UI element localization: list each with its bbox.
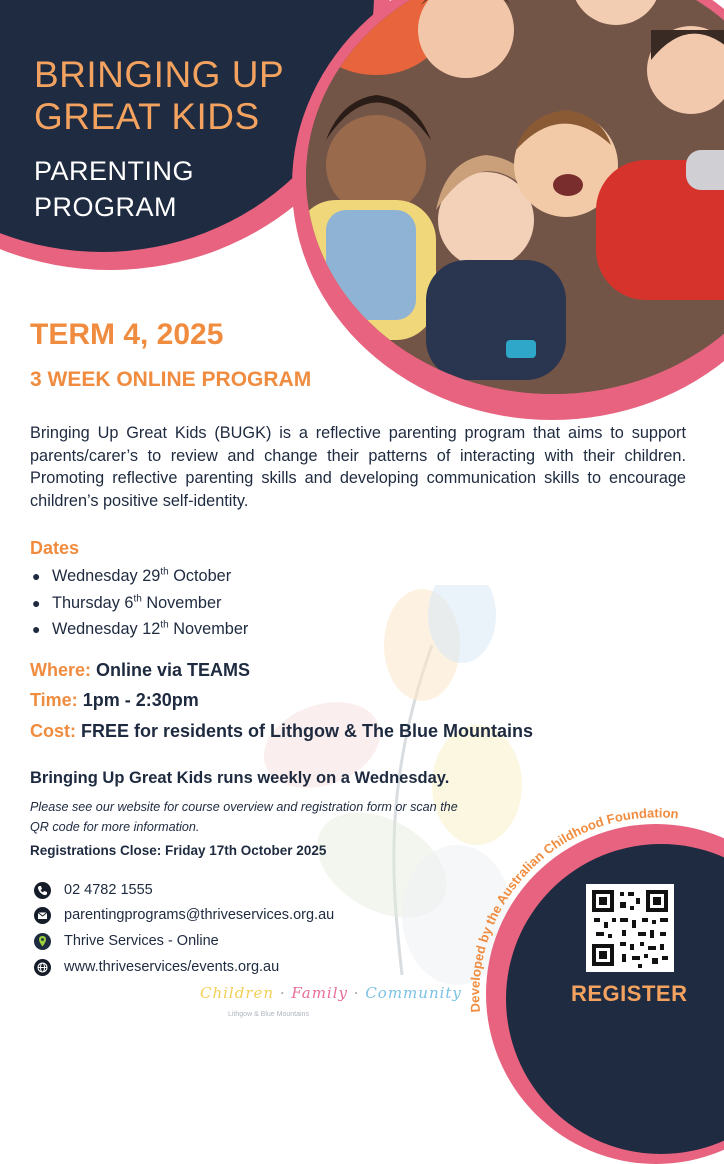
cost-label: Cost: xyxy=(30,721,76,741)
footer-subtext: Lithgow & Blue Mountains xyxy=(228,1011,309,1018)
cost-line xyxy=(30,721,533,742)
time-line xyxy=(30,690,199,711)
bullet-icon: ● xyxy=(32,568,41,584)
registrations-close: Registrations Close: Friday 17th October 2025 xyxy=(30,843,327,858)
email-address: parentingprograms@thriveservices.org.au xyxy=(64,907,335,923)
date-item: ● Thursday 6th November xyxy=(32,590,248,617)
svg-text:Developed by the Australian Ch: Developed by the Australian Childhood Foundation xyxy=(467,805,680,1013)
contact-phone[interactable] xyxy=(34,881,153,899)
program-title xyxy=(34,54,284,138)
phone-number: 02 4782 1555 xyxy=(64,882,153,898)
bullet-icon: ● xyxy=(32,621,41,637)
cost-value: FREE for residents of Lithgow & The Blue Mountains xyxy=(81,721,534,741)
date-item: ● Wednesday 29th October xyxy=(32,563,248,590)
register-label[interactable]: REGISTER xyxy=(571,981,688,1006)
qr-code[interactable] xyxy=(586,884,674,972)
where-line xyxy=(30,660,250,681)
email-icon xyxy=(34,907,51,924)
title-line-1: BRINGING UP xyxy=(34,54,285,95)
globe-icon xyxy=(34,959,51,976)
subtitle-line-2: PROGRAM xyxy=(34,192,178,222)
subtitle-line-1: PARENTING xyxy=(34,156,195,186)
contact-website[interactable] xyxy=(34,958,279,976)
contact-email[interactable] xyxy=(34,906,334,924)
website-url: www.thriveservices/events.org.au xyxy=(64,959,280,975)
dates-heading: Dates xyxy=(30,538,80,558)
time-value: 1pm - 2:30pm xyxy=(82,690,199,710)
program-subtitle xyxy=(34,153,194,225)
where-label: Where: xyxy=(30,660,92,680)
date-item: ● Wednesday 12th November xyxy=(32,616,248,643)
location-pin-icon xyxy=(34,933,51,950)
term-subheading: 3 WEEK ONLINE PROGRAM xyxy=(30,368,312,391)
footer-tagline: Children · Family · Community xyxy=(200,984,462,1002)
runs-statement: Bringing Up Great Kids runs weekly on a Wednesday. xyxy=(30,769,450,787)
phone-icon xyxy=(34,882,51,899)
contact-location xyxy=(34,932,219,950)
where-value: Online via TEAMS xyxy=(96,660,251,680)
time-label: Time: xyxy=(30,690,78,710)
title-line-2: GREAT KIDS xyxy=(34,96,260,137)
term-heading: TERM 4, 2025 xyxy=(30,318,224,351)
bullet-icon: ● xyxy=(32,594,41,611)
dates-list xyxy=(32,563,248,643)
location-text: Thrive Services - Online xyxy=(64,933,219,949)
website-note: Please see our website for course overview and registration form or scan the QR code for more information. xyxy=(30,800,458,834)
intro-paragraph: Bringing Up Great Kids (BUGK) is a reflective parenting program that aims to support parents/carer’s to review and change their patterns of interacting with their children. Promoting reflective parenting skills and developing communication skills to encourage children’s positive self-identity. xyxy=(30,424,686,510)
qr-code-graphic xyxy=(586,884,674,972)
